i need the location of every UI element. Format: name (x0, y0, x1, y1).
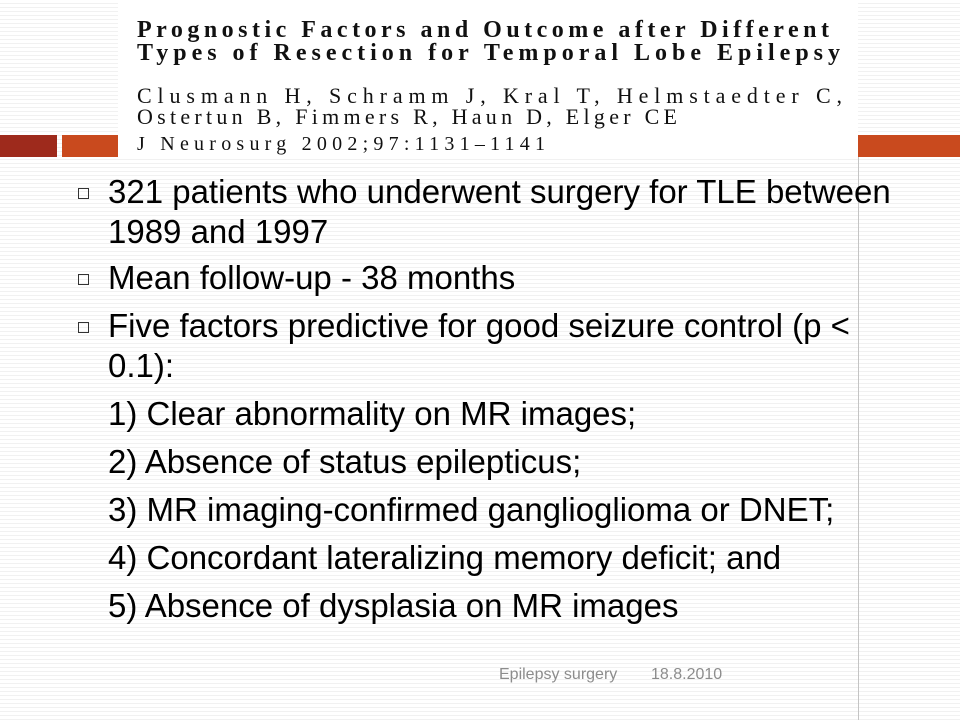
title-bar-dark-block (0, 135, 57, 157)
footer-title: Epilepsy surgery (499, 666, 618, 683)
citation-author-line: Clusmann H, Schramm J, Kral T, Helmstaedter C, (137, 83, 842, 108)
footer-date: 18.8.2010 (651, 666, 723, 683)
hollow-square-bullet-icon (78, 274, 89, 285)
citation-journal: J Neurosurg 2002;97:1131–1141 (137, 133, 545, 155)
bullet-text: Mean follow-up - 38 months (108, 259, 516, 296)
bullet-text: 321 patients who underwent surgery for TLE between 1989 and 1997 (108, 173, 891, 250)
citation-title-line: Prognostic Factors and Outcome after Different (137, 17, 829, 43)
factor-item: 1) Clear abnormality on MR images; (108, 395, 637, 432)
factor-item: 2) Absence of status epilepticus; (108, 443, 582, 480)
citation-author-line: Ostertun B, Fimmers R, Haun D, Elger CE (137, 104, 677, 129)
factor-item: 4) Concordant lateralizing memory deficit; and (108, 539, 782, 576)
bullet-text: Five factors predictive for good seizure control (p < 0.1): (108, 307, 850, 384)
citation-box (118, 0, 858, 157)
factor-item: 5) Absence of dysplasia on MR images (108, 587, 679, 624)
factor-item: 3) MR imaging-confirmed ganglioglioma or DNET; (108, 491, 835, 528)
hollow-square-bullet-icon (78, 188, 89, 199)
citation-title-line: Types of Resection for Temporal Lobe Epilepsy (137, 40, 840, 66)
hollow-square-bullet-icon (78, 322, 89, 333)
